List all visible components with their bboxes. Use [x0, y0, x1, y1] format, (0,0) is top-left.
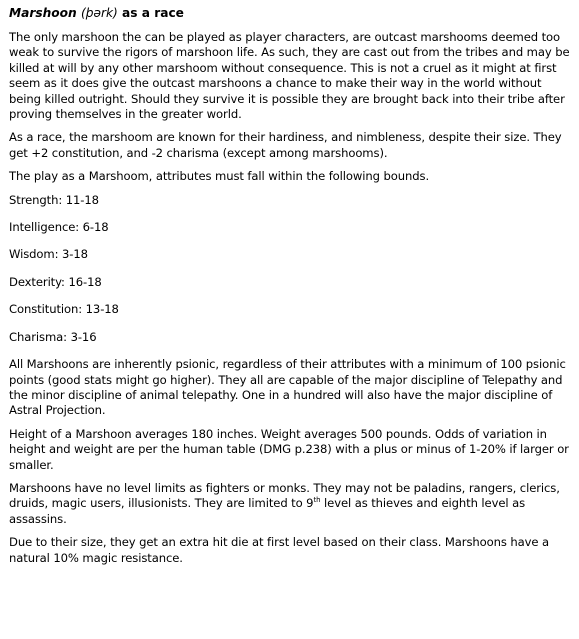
level-limits-ordinal: th [313, 496, 321, 505]
hit-die-paragraph: Due to their size, they get an extra hit die at first level based on their class. Marshoons have a natural 10% magic resistance. [9, 535, 550, 565]
level-limits-text-after: level as thieves and eighth level as assassins. [9, 496, 526, 526]
level-limits-paragraph [9, 481, 575, 527]
race-traits-paragraph: As a race, the marshoom are known for their hardiness, and nimbleness, despite their size. They get +2 constitution, and -2 charisma (except among marshooms). [9, 130, 562, 160]
attribute-wisdom: Wisdom: 3-18 [9, 247, 88, 262]
size-paragraph: Height of a Marshoon averages 180 inches. Weight averages 500 pounds. Odds of variation in height and weight are per the human table (DMG p.238) with a plus or minus of 1-20% if larger or smaller. [9, 426, 569, 472]
heading-suffix: as a race [122, 6, 184, 20]
attribute-intelligence: Intelligence: 6-18 [9, 220, 109, 235]
attribute-charisma: Charisma: 3-16 [9, 329, 97, 344]
psionic-paragraph: All Marshoons are inherently psionic, regardless of their attributes with a minimum of 100 psionic points (good stats might go higher). They all are capable of the major discipline of Telepathy and the minor discipline of animal telepathy. One in a hundred will also have the major discipline of Astral Projection. [9, 357, 566, 418]
section-heading [9, 4, 575, 22]
attribute-strength: Strength: 11-18 [9, 192, 99, 207]
intro-paragraph: The only marshoon the can be played as player characters, are outcast marshooms deemed too weak to survive the rigors of marshoon life. As such, they are cast out from the tribes and may be killed at will by any other marshoom without consequence. This is not a cruel as it might at first seem as it does give the outcast marshoons a chance to make their way in the world without being killed outright. Should they survive it is possible they are brought back into their tribe after proving themselves in the greater world. [9, 30, 570, 122]
heading-pronunciation: (þərk) [80, 6, 118, 20]
level-limits-text-before: Marshoons have no level limits as fighters or monks. They may not be paladins, rangers, clerics, druids, magic users, illusionists. They are limited to 9 [9, 480, 560, 511]
bounds-intro-paragraph: The play as a Marshoom, attributes must fall within the following bounds. [9, 169, 430, 184]
heading-race-name: Marshoon [9, 6, 77, 20]
attribute-constitution: Constitution: 13-18 [9, 302, 119, 317]
attribute-dexterity: Dexterity: 16-18 [9, 274, 102, 289]
